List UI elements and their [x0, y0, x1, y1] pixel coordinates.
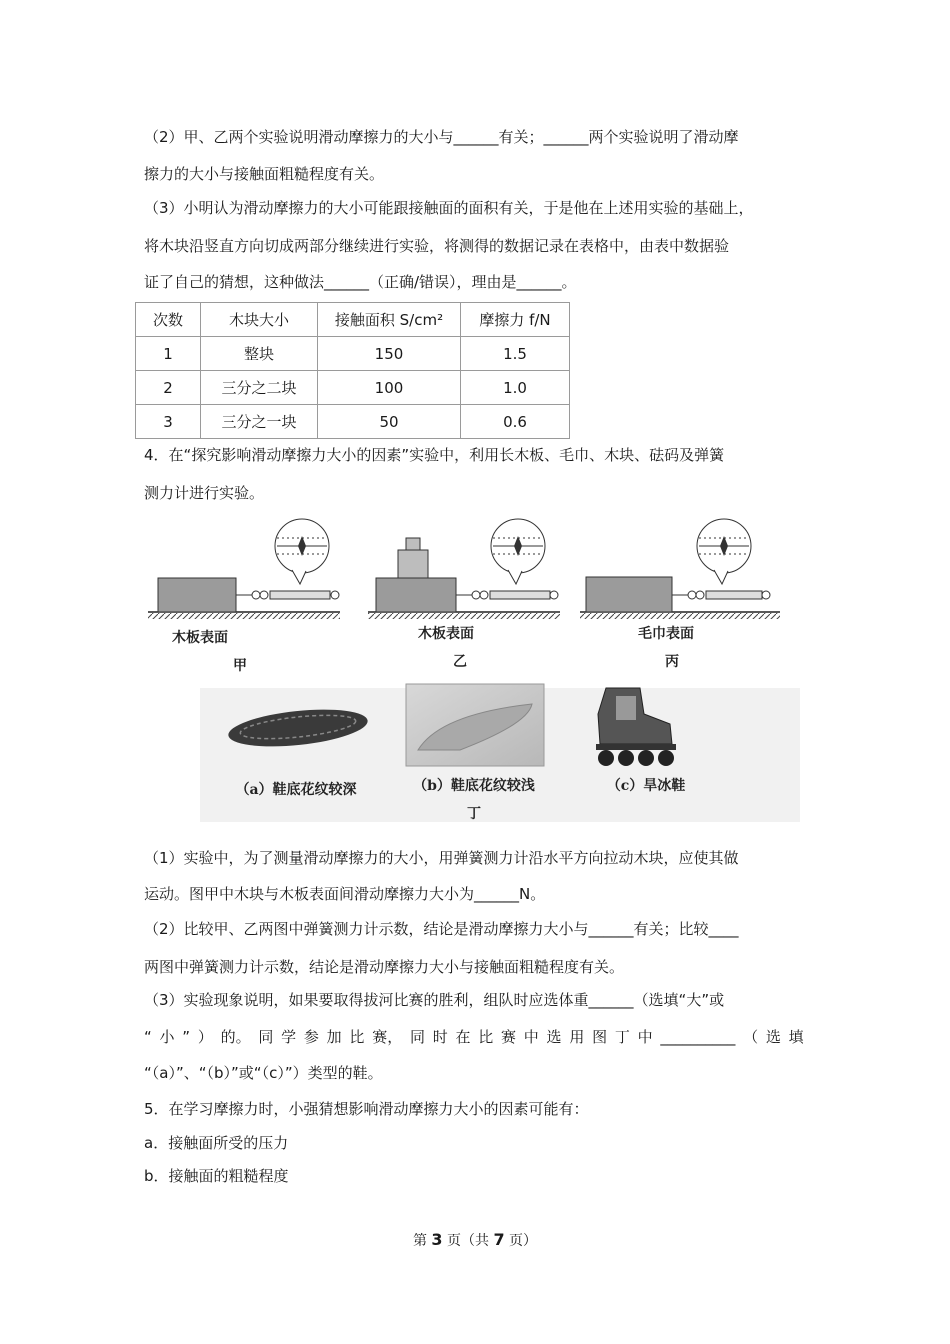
word: 同: [409, 1028, 425, 1046]
q4-intro-line1: 4．在“探究影响滑动摩擦力大小的因素”实验中，利用长木板、毛巾、木块、砝码及弹簧: [144, 446, 725, 464]
table-header-cell: 次数: [136, 303, 201, 337]
word: 的。: [220, 1028, 251, 1046]
word: 选: [765, 1028, 781, 1046]
table-cell: 2: [136, 371, 201, 405]
word: 图: [592, 1028, 608, 1046]
table-cell: 整块: [201, 337, 318, 371]
caption-a: （a）鞋底花纹较深: [235, 782, 357, 798]
table-cell: 1: [136, 337, 201, 371]
table-row: [136, 371, 570, 405]
label-bing: 丙: [665, 654, 679, 670]
label-jia-surface: 木板表面: [172, 630, 228, 646]
word: 选: [546, 1028, 562, 1046]
q4-part3-line3: “（a）”、“（b）”或“（c）”）类型的鞋。: [144, 1064, 383, 1082]
word: ）: [197, 1028, 213, 1046]
q3-part3-line3: 证了自己的猜想，这种做法______（正确/错误），理由是______。: [144, 273, 577, 291]
footer-post: 页）: [509, 1233, 538, 1249]
word: 在: [455, 1028, 471, 1046]
table-cell: 1.0: [461, 371, 570, 405]
table-header-cell: 接触面积 S/cm²: [318, 303, 461, 337]
q5-factor-a: a．接触面所受的压力: [144, 1134, 289, 1152]
weight: [398, 550, 428, 578]
table-cell: 1.5: [461, 337, 570, 371]
table-cell: 三分之二块: [201, 371, 318, 405]
label-jia: 甲: [233, 658, 247, 674]
table-cell: 3: [136, 405, 201, 439]
word: 丁: [614, 1028, 630, 1046]
setup-yi: [368, 519, 560, 619]
word: 填: [788, 1028, 804, 1046]
experiment-figure: [140, 518, 820, 823]
page-footer: [0, 1230, 950, 1250]
word: （: [743, 1028, 759, 1046]
table-header-cell: 摩擦力 f/N: [461, 303, 570, 337]
wooden-block: [586, 577, 672, 612]
footer-pre: 第: [412, 1233, 427, 1249]
table-header-row: [136, 303, 570, 337]
word: 加: [326, 1028, 342, 1046]
word: __________: [660, 1028, 736, 1046]
spring-scale: [490, 591, 550, 599]
word: 比: [478, 1028, 494, 1046]
word: 赛: [501, 1028, 517, 1046]
word: ”: [182, 1028, 191, 1046]
word: 中: [523, 1028, 539, 1046]
q3-part2-line1: （2）甲、乙两个实验说明滑动摩擦力的大小与______有关；______两个实验说明了滑动摩: [144, 128, 739, 146]
wooden-block: [158, 578, 236, 612]
setup-bing: [580, 519, 780, 619]
table-cell: 0.6: [461, 405, 570, 439]
footer-page-number: 3: [431, 1230, 443, 1249]
table-header-cell: 木块大小: [201, 303, 318, 337]
setup-jia: [148, 519, 340, 619]
word: 小: [159, 1028, 175, 1046]
q4-part1-line2: 运动。图甲中木块与木板表面间滑动摩擦力大小为______N。: [144, 885, 546, 903]
q4-part1-line1: （1）实验中，为了测量滑动摩擦力的大小，用弹簧测力计沿水平方向拉动木块，应使其做: [144, 849, 739, 867]
word: 用: [569, 1028, 585, 1046]
table-row: [136, 405, 570, 439]
q4-part3-line2: [144, 1027, 804, 1047]
q4-part3-line1: （3）实验现象说明，如果要取得拔河比赛的胜利，组队时应选体重______（选填“大”或: [144, 991, 725, 1009]
wooden-block: [376, 578, 456, 612]
table-cell: 100: [318, 371, 461, 405]
footer-total-pages: 7: [493, 1230, 505, 1249]
q3-part3-line1: （3）小明认为滑动摩擦力的大小可能跟接触面的面积有关，于是他在上述用实验的基础上，: [144, 199, 754, 217]
q3-part3-line2: 将木块沿竖直方向切成两部分继续进行实验，将测得的数据记录在表格中，由表中数据验: [144, 237, 730, 255]
word: 学: [281, 1028, 297, 1046]
q5-factor-b: b．接触面的粗糙程度: [144, 1167, 289, 1185]
spring-scale: [270, 591, 330, 599]
footer-mid: 页（共: [447, 1233, 489, 1249]
caption-c: （c）旱冰鞋: [606, 778, 686, 794]
table-cell: 150: [318, 337, 461, 371]
q3-part2-line2: 擦力的大小与接触面粗糙程度有关。: [144, 165, 385, 183]
word: 比: [349, 1028, 365, 1046]
label-ding: 丁: [467, 806, 481, 822]
word: 赛，: [372, 1028, 403, 1046]
label-yi-surface: 木板表面: [418, 626, 474, 642]
word: 时: [432, 1028, 448, 1046]
q4-part2-line2: 两图中弹簧测力计示数，结论是滑动摩擦力大小与接触面粗糙程度有关。: [144, 958, 625, 976]
q4-intro-line2: 测力计进行实验。: [144, 484, 265, 502]
word: 中: [637, 1028, 653, 1046]
word: 参: [303, 1028, 319, 1046]
table-cell: 50: [318, 405, 461, 439]
shoe-shallow-tread-photo: [406, 684, 544, 766]
q4-part2-line1: （2）比较甲、乙两图中弹簧测力计示数，结论是滑动摩擦力大小与______有关；比较____: [144, 920, 739, 938]
table-row: [136, 337, 570, 371]
q5-intro: 5．在学习摩擦力时，小强猜想影响滑动摩擦力大小的因素可能有：: [144, 1100, 589, 1118]
word: 同: [258, 1028, 274, 1046]
spring-scale: [706, 591, 762, 599]
caption-b: （b）鞋底花纹较浅: [413, 778, 535, 794]
word: “: [144, 1028, 152, 1046]
friction-data-table: [135, 302, 570, 439]
table-cell: 三分之一块: [201, 405, 318, 439]
label-yi: 乙: [453, 654, 467, 670]
label-bing-surface: 毛巾表面: [638, 626, 694, 642]
